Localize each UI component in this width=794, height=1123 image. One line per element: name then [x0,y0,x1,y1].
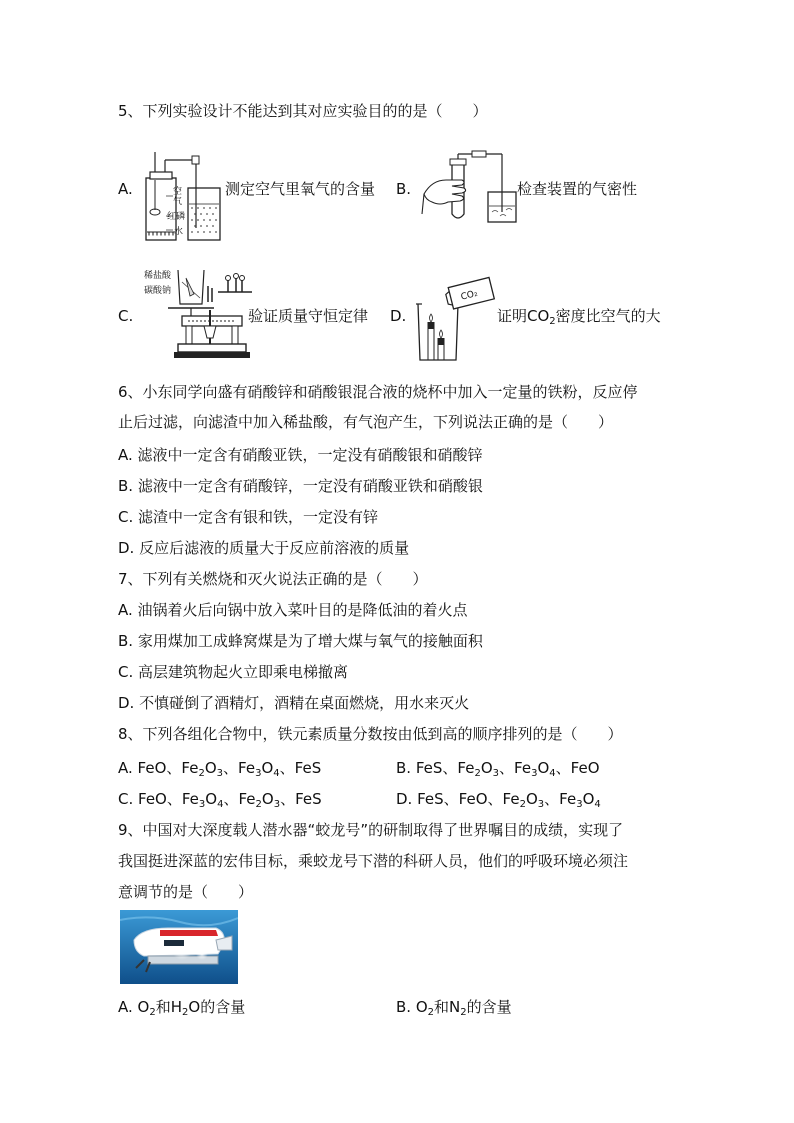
formula: FeO [570,759,600,777]
q5-option-d-text [497,306,661,326]
q6-stem-line1: 6、小东同学向盛有硝酸锌和硝酸银混合液的烧杯中加入一定量的铁粉，反应停 [118,383,638,401]
option-label: B. [396,759,416,777]
formula: $Fe_2O_3$ [502,790,545,810]
option-label: A. [118,759,138,777]
q9-option-a-s2: 2 [182,1007,189,1018]
q9-option-b-s2: 2 [460,1007,467,1018]
q5-option-d-label: D. [390,307,407,325]
formula-separator: 、 [279,759,295,777]
formula-separator: 、 [443,790,459,808]
q9-stem-line3: 意调节的是（ ） [118,883,254,901]
formula: $Fe_3O_4$ [181,790,224,810]
formula: $Fe_2O_3$ [457,759,500,779]
fig-label-co2-bottle: CO₂ [459,288,479,303]
formula-separator: 、 [544,790,560,808]
fig-label-air-1: 空 [173,187,183,197]
q8-option-a [118,758,321,778]
oxygen-measurement-apparatus-figure [140,150,222,245]
q9-option-a-p2: 和H [155,998,183,1016]
q6-option-a: A. 滤液中一定含有硝酸亚铁，一定没有硝酸银和硝酸锌 [118,446,483,464]
option-label: C. [118,790,139,808]
q9-option-b-p1: O [415,998,428,1016]
formula: FeS [417,790,444,808]
formula-separator: 、 [487,790,503,808]
q9-option-a [118,997,245,1017]
mass-conservation-balance-figure [142,266,254,362]
q9-stem-line1: 9、中国对大深度载人潜水器“蛟龙号”的研制取得了世界嘱目的成绩，实现了 [118,821,624,839]
q5-option-a-label: A. [118,180,133,198]
q9-option-b-label: B. [396,998,416,1016]
formula-separator: 、 [223,790,239,808]
airtightness-check-apparatus-figure [422,150,517,230]
formula-separator: 、 [280,790,296,808]
formula: FeO [137,759,167,777]
fig-label-red-phosphorus: 红磷 [167,212,186,222]
q5-option-d-text-pre: 证明CO [497,307,550,325]
formula-separator: 、 [555,759,571,777]
q6-option-c: C. 滤渣中一定含有银和铁，一定没有锌 [118,508,379,526]
q8-option-b [396,758,600,778]
formula: FeO [458,790,488,808]
formula-separator: 、 [442,759,458,777]
formula: FeS [295,790,322,808]
q9-stem-line2: 我国挺进深蓝的宏伟目标，乘蛟龙号下潜的科研人员，他们的呼吸环境必须注 [118,852,629,870]
q9-option-a-label: A. [118,998,138,1016]
q6-option-d: D. 反应后滤液的质量大于反应前溶液的质量 [118,539,410,557]
fig-label-sodium-carbonate: 碳酸钠 [144,286,172,296]
formula: FeS [294,759,322,777]
q5-option-c-text: 验证质量守恒定律 [248,307,369,325]
formula: FeO [138,790,167,808]
q8-stem: 8、下列各组化合物中，铁元素质量分数按由低到高的顺序排列的是（ ） [118,725,623,743]
q5-option-d-sub: 2 [549,316,556,327]
fig-label-dilute-hcl: 稀盐酸 [144,271,172,281]
option-label: D. [396,790,418,808]
q9-option-b-s1: 2 [427,1007,435,1018]
formula: $Fe_3O_4$ [514,759,556,779]
q6-option-b: B. 滤液中一定含有硝酸锌，一定没有硝酸亚铁和硝酸银 [118,477,483,495]
q9-option-b [396,997,512,1017]
q7-stem: 7、下列有关燃烧和灭火说法正确的是（ ） [118,570,428,588]
formula: $Fe_3O_4$ [238,759,280,779]
q7-option-b: B. 家用煤加工成蜂窝煤是为了增大煤与氧气的接触面积 [118,632,483,650]
q7-option-c: C. 高层建筑物起火立即乘电梯撤离 [118,663,349,681]
q5-stem: 5、下列实验设计不能达到其对应实验目的的是（ ） [118,102,488,120]
q9-option-a-p1: O [137,998,150,1016]
co2-density-experiment-figure [416,276,496,362]
q7-option-d: D. 不慎碰倒了酒精灯，酒精在桌面燃烧，用水来灭火 [118,694,470,712]
q9-option-a-s1: 2 [149,1007,156,1018]
q5-option-c-label: C. [118,307,134,325]
q6-stem-line2: 止后过滤，向滤渣中加入稀盐酸，有气泡产生，下列说法正确的是（ ） [118,413,614,431]
q8-option-c [118,789,322,809]
jiaolong-submersible-photo [120,910,238,984]
fig-label-air-2: 气 [173,197,183,207]
q5-option-d-text-post: 密度比空气的大 [555,307,661,325]
fig-label-water: 水 [174,227,184,237]
q8-option-d [396,789,601,809]
formula-separator: 、 [223,759,239,777]
formula-separator: 、 [499,759,515,777]
formula-separator: 、 [166,790,182,808]
formula: FeS [415,759,443,777]
q5-option-b-text: 检查装置的气密性 [517,180,638,198]
formula: $Fe_2O_3$ [181,759,224,779]
q7-option-a: A. 油锅着火后向锅中放入菜叶目的是降低油的着火点 [118,601,468,619]
formula: $Fe_2O_3$ [238,790,281,810]
q9-option-a-p3: O的含量 [188,998,246,1016]
formula: $Fe_3O_4$ [559,790,601,810]
q9-option-b-p3: 的含量 [466,998,512,1016]
q9-option-b-p2: 和N [434,998,461,1016]
q5-option-b-label: B. [396,180,412,198]
q5-option-a-text: 测定空气里氧气的含量 [225,180,376,198]
formula-separator: 、 [166,759,182,777]
